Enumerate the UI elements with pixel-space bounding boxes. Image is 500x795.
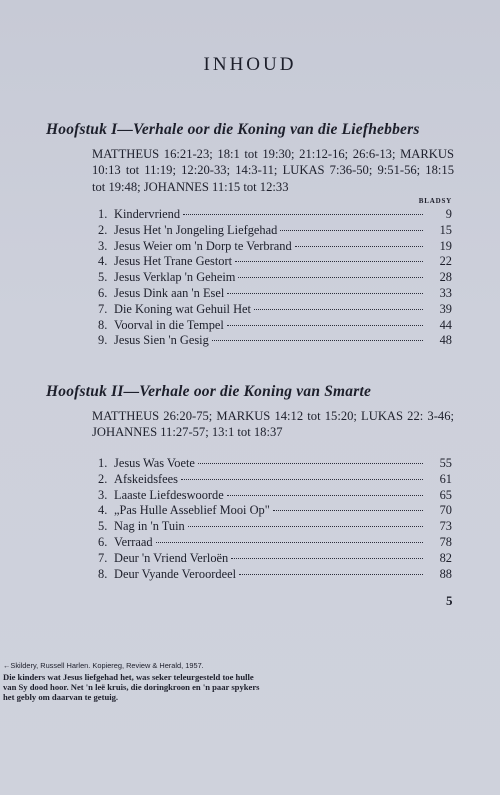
illustration-caption: Die kinders wat Jesus liefgehad het, was seker teleurgesteld toe hulle van Sy dood hoor. Net 'n leë kruis, die doringkroon en 'n paar spykers het gebly om daarvan te getuig. <box>3 672 260 703</box>
toc-entry-number: 2. <box>98 471 108 486</box>
dot-leader <box>238 277 423 278</box>
dot-leader <box>188 526 423 527</box>
toc-entry-number: 9. <box>98 333 108 348</box>
toc-entry-page: 33 <box>439 285 452 300</box>
dot-leader <box>235 261 423 262</box>
toc-entry <box>98 535 452 551</box>
page-number: 5 <box>446 593 453 608</box>
page-column-label: BLADSY <box>418 197 452 205</box>
toc-entry-page: 78 <box>439 534 452 549</box>
dot-leader <box>183 214 423 215</box>
toc-entry-number: 2. <box>98 222 108 237</box>
toc-entry-number: 3. <box>98 487 108 502</box>
toc-entry <box>98 567 452 583</box>
toc-entry-number: 4. <box>98 254 108 269</box>
toc-entry-title: Jesus Weier om 'n Dorp te Verbrand <box>114 238 292 253</box>
toc-entry-page: 82 <box>439 550 452 565</box>
toc-entry-number: 6. <box>98 285 108 300</box>
toc-entry-page: 65 <box>439 487 452 502</box>
toc-entry <box>98 270 452 286</box>
toc-entry-page: 19 <box>439 238 452 253</box>
toc-entry-title: Jesus Dink aan 'n Esel <box>114 285 225 300</box>
toc-entry <box>98 223 452 239</box>
dot-leader <box>156 542 423 543</box>
dot-leader <box>254 309 423 310</box>
toc-entry-title: Deur Vyande Veroordeel <box>114 566 237 581</box>
dot-leader <box>227 495 423 496</box>
toc-entry-number: 5. <box>98 519 108 534</box>
toc-entry-page: 88 <box>439 566 452 581</box>
dot-leader <box>280 230 423 231</box>
toc-entry <box>98 519 452 535</box>
page-title: INHOUD <box>203 54 297 75</box>
toc-entry-number: 8. <box>98 317 108 332</box>
toc-entry <box>98 551 452 567</box>
toc-entry <box>98 254 452 270</box>
toc-entry-number: 7. <box>98 301 108 316</box>
dot-leader <box>181 479 423 480</box>
toc-entry-title: Deur 'n Vriend Verloën <box>114 550 229 565</box>
toc-entry-page: 61 <box>439 471 452 486</box>
toc-entry-title: Nag in 'n Tuin <box>114 519 185 534</box>
toc-entry-title: Laaste Liefdeswoorde <box>114 487 224 502</box>
dot-leader <box>239 574 423 575</box>
toc-entry-title: Voorval in die Tempel <box>114 317 224 332</box>
dot-leader <box>231 558 423 559</box>
dot-leader <box>227 293 423 294</box>
toc-entry-title: Afskeidsfees <box>114 471 178 486</box>
toc-entry-page: 9 <box>445 207 452 221</box>
chapter-2-title: Hoofstuk II—Verhale oor die Koning van Smarte <box>46 383 372 400</box>
toc-entry-title: Jesus Was Voete <box>114 456 195 470</box>
chapter-1-references: MATTHEUS 16:21-23; 18:1 tot 19:30; 21:12-16; 26:6-13; MARKUS 10:13 tot 11:19; 12:20-33; 14:3-11; LUKAS 7:36-50; 9:51-56; 18:15 tot 19:48; JOHANNES 11:15 tot 12:33 <box>92 147 454 194</box>
toc-entry-page: 48 <box>439 333 452 348</box>
toc-entry-page: 22 <box>439 254 452 269</box>
chapter-1-contents-list <box>98 207 452 349</box>
toc-entry <box>98 207 452 223</box>
toc-entry-number: 7. <box>98 550 108 565</box>
toc-entry <box>98 318 452 334</box>
toc-entry <box>98 286 452 302</box>
toc-entry-title: Kindervriend <box>114 207 181 221</box>
toc-entry-page: 28 <box>439 270 452 285</box>
dot-leader <box>295 246 423 247</box>
toc-entry-title: Verraad <box>114 534 153 549</box>
chapter-2-references: MATTHEUS 26:20-75; MARKUS 14:12 tot 15:20; LUKAS 22: 3-46; JOHANNES 11:27-57; 13:1 tot 18:37 <box>92 409 454 440</box>
dot-leader <box>212 340 423 341</box>
toc-entry-page: 70 <box>439 503 452 518</box>
toc-entry-title: Jesus Het 'n Jongeling Liefgehad <box>114 222 278 237</box>
toc-entry-number: 3. <box>98 238 108 253</box>
toc-entry-title: „Pas Hulle Asseblief Mooi Op" <box>114 503 270 518</box>
toc-entry-title: Jesus Sien 'n Gesig <box>114 333 209 348</box>
toc-entry-number: 4. <box>98 503 108 518</box>
chapter-2-contents-list <box>98 456 452 582</box>
toc-entry-number: 5. <box>98 270 108 285</box>
toc-entry-page: 73 <box>439 519 452 534</box>
toc-entry-number: 6. <box>98 534 108 549</box>
toc-entry-page: 15 <box>439 222 452 237</box>
toc-entry-page: 55 <box>439 456 452 470</box>
toc-entry-title: Jesus Verklap 'n Geheim <box>114 270 236 285</box>
toc-entry-title: Jesus Het Trane Gestort <box>114 254 233 269</box>
toc-entry-number: 1. <box>98 456 108 470</box>
dot-leader <box>273 510 423 511</box>
toc-entry-page: 39 <box>439 301 452 316</box>
toc-entry <box>98 503 452 519</box>
toc-entry <box>98 456 452 472</box>
toc-entry-title: Die Koning wat Gehuil Het <box>114 301 251 316</box>
dot-leader <box>227 325 423 326</box>
illustration-credit: ←Skildery, Russell Harlen. Kopiereg, Review & Herald, 1957. <box>3 661 204 670</box>
toc-entry-page: 44 <box>439 317 452 332</box>
toc-entry-number: 8. <box>98 566 108 581</box>
toc-entry-number: 1. <box>98 207 108 221</box>
toc-entry <box>98 239 452 255</box>
toc-entry <box>98 488 452 504</box>
dot-leader <box>198 463 423 464</box>
toc-entry <box>98 302 452 318</box>
toc-entry <box>98 333 452 349</box>
chapter-1-title: Hoofstuk I—Verhale oor die Koning van die Liefhebbers <box>46 121 420 138</box>
toc-entry <box>98 472 452 488</box>
